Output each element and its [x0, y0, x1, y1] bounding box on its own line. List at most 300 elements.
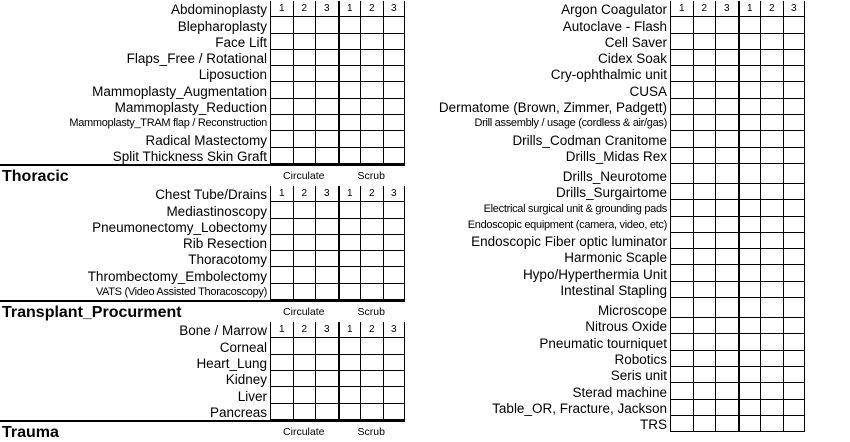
check-cell[interactable] — [338, 34, 361, 50]
check-cell[interactable] — [360, 82, 383, 98]
check-cell[interactable] — [293, 66, 316, 82]
check-cell[interactable] — [670, 351, 693, 367]
check-cell[interactable] — [715, 17, 738, 33]
check-cell[interactable] — [738, 383, 761, 399]
check-cell[interactable] — [693, 50, 716, 66]
left-panel — [0, 1, 405, 442]
check-cell[interactable] — [760, 233, 783, 249]
check-cell[interactable] — [315, 338, 338, 354]
check-cell[interactable] — [293, 355, 316, 371]
check-cell[interactable] — [783, 50, 806, 66]
check-cell[interactable] — [760, 17, 783, 33]
check-cell[interactable] — [383, 115, 406, 131]
check-cell[interactable] — [738, 298, 761, 318]
check-cell[interactable] — [693, 164, 716, 184]
check-cell[interactable] — [760, 217, 783, 233]
check-cell[interactable] — [738, 400, 761, 416]
check-cell[interactable] — [760, 50, 783, 66]
check-cell[interactable] — [360, 284, 383, 300]
check-cell[interactable] — [783, 217, 806, 233]
check-cell[interactable] — [760, 318, 783, 334]
check-cell[interactable] — [783, 17, 806, 33]
check-cell[interactable] — [338, 202, 361, 218]
check-cell[interactable] — [383, 50, 406, 66]
check-cell[interactable] — [738, 233, 761, 249]
check-cell[interactable] — [338, 82, 361, 98]
check-cell[interactable] — [670, 17, 693, 33]
procedure-row — [0, 115, 405, 131]
check-cell[interactable] — [783, 34, 806, 50]
check-cell[interactable] — [383, 131, 406, 147]
check-cell[interactable] — [270, 148, 293, 164]
procedure-row — [0, 82, 405, 98]
check-cell[interactable] — [315, 34, 338, 50]
check-cell[interactable] — [760, 265, 783, 281]
check-cell[interactable] — [670, 282, 693, 298]
check-cell[interactable] — [293, 131, 316, 147]
row-label: Chest Tube/Drains — [155, 187, 267, 203]
check-cell[interactable] — [760, 367, 783, 383]
check-cell[interactable] — [293, 82, 316, 98]
check-cell[interactable] — [383, 235, 406, 251]
check-cell[interactable] — [783, 400, 806, 416]
check-cell[interactable] — [270, 235, 293, 251]
check-cell[interactable] — [315, 371, 338, 387]
check-cell[interactable] — [783, 282, 806, 298]
check-cell[interactable] — [738, 17, 761, 33]
check-cell[interactable] — [693, 34, 716, 50]
check-cell[interactable] — [715, 217, 738, 233]
check-cell[interactable] — [670, 383, 693, 399]
check-cell[interactable] — [715, 282, 738, 298]
check-cell[interactable] — [270, 82, 293, 98]
check-cell[interactable] — [293, 219, 316, 235]
check-cell[interactable] — [293, 371, 316, 387]
check-cell[interactable] — [293, 99, 316, 115]
check-cell[interactable] — [738, 351, 761, 367]
check-cell[interactable] — [693, 217, 716, 233]
check-cell[interactable] — [760, 34, 783, 50]
check-cell[interactable] — [670, 34, 693, 50]
check-cell[interactable] — [360, 355, 383, 371]
check-cell[interactable] — [693, 400, 716, 416]
check-cell[interactable] — [715, 318, 738, 334]
check-cell[interactable] — [693, 148, 716, 164]
check-cell[interactable] — [315, 99, 338, 115]
check-cell[interactable] — [293, 17, 316, 33]
check-cell[interactable] — [270, 99, 293, 115]
check-cell[interactable] — [760, 131, 783, 147]
check-cell[interactable] — [670, 148, 693, 164]
check-cell[interactable] — [760, 66, 783, 82]
check-cell[interactable] — [293, 251, 316, 267]
check-cell[interactable] — [670, 265, 693, 281]
check-cell[interactable] — [715, 34, 738, 50]
check-cell[interactable] — [760, 416, 783, 432]
check-cell[interactable] — [783, 249, 806, 265]
column-number: 1 — [670, 1, 693, 17]
check-cell[interactable] — [293, 50, 316, 66]
check-cell[interactable] — [693, 334, 716, 350]
check-cell[interactable] — [693, 131, 716, 147]
column-number: 1 — [338, 322, 361, 338]
check-cell[interactable] — [783, 298, 806, 318]
check-cell[interactable] — [670, 200, 693, 216]
check-cell[interactable] — [693, 66, 716, 82]
check-cell[interactable] — [715, 233, 738, 249]
check-cell[interactable] — [338, 235, 361, 251]
check-cell[interactable] — [715, 82, 738, 98]
check-cell[interactable] — [315, 251, 338, 267]
check-cell[interactable] — [738, 34, 761, 50]
check-cell[interactable] — [693, 115, 716, 131]
check-cell[interactable] — [760, 400, 783, 416]
check-cell[interactable] — [383, 66, 406, 82]
check-cell[interactable] — [715, 383, 738, 399]
check-cell[interactable] — [360, 338, 383, 354]
check-cell[interactable] — [738, 318, 761, 334]
check-cell[interactable] — [693, 367, 716, 383]
check-cell[interactable] — [293, 115, 316, 131]
check-cell[interactable] — [715, 164, 738, 184]
check-cell[interactable] — [338, 17, 361, 33]
equipment-row — [405, 383, 805, 399]
check-cell[interactable] — [270, 267, 293, 283]
check-cell[interactable] — [360, 267, 383, 283]
check-cell[interactable] — [738, 164, 761, 184]
check-cell[interactable] — [360, 219, 383, 235]
check-cell[interactable] — [270, 66, 293, 82]
check-cell[interactable] — [693, 249, 716, 265]
check-cell[interactable] — [270, 251, 293, 267]
check-cell[interactable] — [738, 184, 761, 200]
procedure-row — [0, 202, 405, 218]
check-cell[interactable] — [315, 267, 338, 283]
check-cell[interactable] — [715, 400, 738, 416]
check-cell[interactable] — [715, 148, 738, 164]
check-cell[interactable] — [315, 219, 338, 235]
check-cell[interactable] — [693, 82, 716, 98]
check-cell[interactable] — [360, 66, 383, 82]
check-cell[interactable] — [783, 334, 806, 350]
check-cell[interactable] — [738, 82, 761, 98]
check-cell[interactable] — [360, 115, 383, 131]
check-cell[interactable] — [760, 82, 783, 98]
check-cell[interactable] — [360, 99, 383, 115]
check-cell[interactable] — [383, 82, 406, 98]
check-cell[interactable] — [270, 34, 293, 50]
check-cell[interactable] — [738, 99, 761, 115]
check-cell[interactable] — [760, 184, 783, 200]
check-cell[interactable] — [783, 148, 806, 164]
check-cell[interactable] — [360, 235, 383, 251]
check-cell[interactable] — [270, 387, 293, 403]
procedure-row — [0, 148, 405, 164]
check-cell[interactable] — [670, 334, 693, 350]
check-cell[interactable] — [783, 66, 806, 82]
row-label: Electrical surgical unit & grounding pads — [483, 202, 667, 215]
check-cell[interactable] — [270, 355, 293, 371]
checkbox-cells — [670, 164, 805, 184]
check-cell[interactable] — [693, 200, 716, 216]
check-cell[interactable] — [715, 115, 738, 131]
check-cell[interactable] — [270, 131, 293, 147]
check-cell[interactable] — [670, 115, 693, 131]
check-cell[interactable] — [693, 383, 716, 399]
check-cell[interactable] — [693, 17, 716, 33]
row-label: CUSA — [629, 83, 667, 99]
check-cell[interactable] — [738, 334, 761, 350]
check-cell[interactable] — [338, 131, 361, 147]
check-cell[interactable] — [338, 251, 361, 267]
check-cell[interactable] — [783, 233, 806, 249]
check-cell[interactable] — [360, 202, 383, 218]
check-cell[interactable] — [738, 217, 761, 233]
check-cell[interactable] — [360, 404, 383, 420]
check-cell[interactable] — [738, 131, 761, 147]
check-cell[interactable] — [338, 66, 361, 82]
check-cell[interactable] — [670, 249, 693, 265]
check-cell[interactable] — [670, 184, 693, 200]
check-cell[interactable] — [338, 387, 361, 403]
check-cell[interactable] — [670, 233, 693, 249]
check-cell[interactable] — [293, 387, 316, 403]
check-cell[interactable] — [693, 416, 716, 432]
check-cell[interactable] — [783, 200, 806, 216]
check-cell[interactable] — [783, 265, 806, 281]
check-cell[interactable] — [315, 284, 338, 300]
check-cell[interactable] — [270, 115, 293, 131]
equipment-row — [405, 334, 805, 350]
check-cell[interactable] — [270, 284, 293, 300]
equipment-row — [405, 17, 805, 33]
check-cell[interactable] — [760, 99, 783, 115]
check-cell[interactable] — [783, 115, 806, 131]
checkbox-cells — [670, 249, 805, 265]
check-cell[interactable] — [783, 367, 806, 383]
check-cell[interactable] — [760, 115, 783, 131]
check-cell[interactable] — [315, 131, 338, 147]
check-cell[interactable] — [715, 184, 738, 200]
check-cell[interactable] — [360, 17, 383, 33]
check-cell[interactable] — [383, 355, 406, 371]
column-number: 2 — [293, 186, 316, 202]
check-cell[interactable] — [383, 251, 406, 267]
procedure-row — [0, 50, 405, 66]
check-cell[interactable] — [383, 17, 406, 33]
check-cell[interactable] — [693, 184, 716, 200]
equipment-row — [405, 50, 805, 66]
check-cell[interactable] — [315, 148, 338, 164]
check-cell[interactable] — [760, 249, 783, 265]
check-cell[interactable] — [738, 265, 761, 281]
check-cell[interactable] — [338, 404, 361, 420]
check-cell[interactable] — [760, 334, 783, 350]
check-cell[interactable] — [360, 371, 383, 387]
checkbox-cells — [670, 217, 805, 233]
check-cell[interactable] — [715, 367, 738, 383]
check-cell[interactable] — [670, 66, 693, 82]
check-cell[interactable] — [760, 200, 783, 216]
check-cell[interactable] — [783, 416, 806, 432]
check-cell[interactable] — [383, 267, 406, 283]
row-label: Argon Coagulator — [561, 2, 667, 18]
check-cell[interactable] — [715, 50, 738, 66]
check-cell[interactable] — [383, 34, 406, 50]
check-cell[interactable] — [270, 50, 293, 66]
check-cell[interactable] — [360, 251, 383, 267]
check-cell[interactable] — [383, 338, 406, 354]
check-cell[interactable] — [383, 371, 406, 387]
check-cell[interactable] — [293, 148, 316, 164]
check-cell[interactable] — [315, 82, 338, 98]
check-cell[interactable] — [338, 338, 361, 354]
check-cell[interactable] — [383, 284, 406, 300]
check-cell[interactable] — [338, 267, 361, 283]
check-cell[interactable] — [715, 131, 738, 147]
check-cell[interactable] — [783, 164, 806, 184]
check-cell[interactable] — [670, 50, 693, 66]
check-cell[interactable] — [315, 235, 338, 251]
check-cell[interactable] — [383, 148, 406, 164]
check-cell[interactable] — [270, 202, 293, 218]
check-cell[interactable] — [670, 416, 693, 432]
check-cell[interactable] — [693, 282, 716, 298]
check-cell[interactable] — [670, 164, 693, 184]
check-cell[interactable] — [670, 82, 693, 98]
check-cell[interactable] — [783, 383, 806, 399]
check-cell[interactable] — [338, 219, 361, 235]
check-cell[interactable] — [783, 184, 806, 200]
check-cell[interactable] — [360, 148, 383, 164]
check-cell[interactable] — [670, 99, 693, 115]
check-cell[interactable] — [715, 351, 738, 367]
check-cell[interactable] — [338, 371, 361, 387]
check-cell[interactable] — [715, 99, 738, 115]
check-cell[interactable] — [338, 148, 361, 164]
check-cell[interactable] — [338, 50, 361, 66]
check-cell[interactable] — [738, 148, 761, 164]
check-cell[interactable] — [293, 202, 316, 218]
check-cell[interactable] — [670, 298, 693, 318]
check-cell[interactable] — [783, 131, 806, 147]
check-cell[interactable] — [360, 50, 383, 66]
check-cell[interactable] — [338, 115, 361, 131]
check-cell[interactable] — [293, 267, 316, 283]
check-cell[interactable] — [760, 298, 783, 318]
check-cell[interactable] — [738, 249, 761, 265]
check-cell[interactable] — [715, 298, 738, 318]
check-cell[interactable] — [693, 298, 716, 318]
check-cell[interactable] — [693, 99, 716, 115]
check-cell[interactable] — [760, 148, 783, 164]
check-cell[interactable] — [715, 249, 738, 265]
check-cell[interactable] — [715, 200, 738, 216]
check-cell[interactable] — [670, 400, 693, 416]
check-cell[interactable] — [783, 82, 806, 98]
checkbox-cells — [670, 400, 805, 416]
check-cell[interactable] — [693, 265, 716, 281]
check-cell[interactable] — [270, 404, 293, 420]
check-cell[interactable] — [783, 351, 806, 367]
check-cell[interactable] — [315, 355, 338, 371]
check-cell[interactable] — [670, 367, 693, 383]
row-label: Sterad machine — [572, 384, 667, 400]
check-cell[interactable] — [270, 17, 293, 33]
check-cell[interactable] — [693, 351, 716, 367]
check-cell[interactable] — [738, 367, 761, 383]
check-cell[interactable] — [693, 318, 716, 334]
check-cell[interactable] — [270, 338, 293, 354]
check-cell[interactable] — [360, 387, 383, 403]
check-cell[interactable] — [338, 284, 361, 300]
equipment-row — [405, 148, 805, 164]
equipment-row — [405, 249, 805, 265]
check-cell[interactable] — [270, 371, 293, 387]
check-cell[interactable] — [670, 217, 693, 233]
check-cell[interactable] — [738, 115, 761, 131]
row-label: Microscope — [597, 303, 667, 319]
check-cell[interactable] — [715, 66, 738, 82]
column-number: 3 — [783, 1, 806, 17]
check-cell[interactable] — [738, 66, 761, 82]
check-cell[interactable] — [760, 282, 783, 298]
check-cell[interactable] — [293, 284, 316, 300]
check-cell[interactable] — [338, 99, 361, 115]
check-cell[interactable] — [760, 383, 783, 399]
check-cell[interactable] — [293, 338, 316, 354]
check-cell[interactable] — [383, 404, 406, 420]
check-cell[interactable] — [293, 235, 316, 251]
check-cell[interactable] — [670, 131, 693, 147]
check-cell[interactable] — [670, 318, 693, 334]
row-label: Split Thickness Skin Graft — [112, 148, 267, 164]
check-cell[interactable] — [315, 66, 338, 82]
check-cell[interactable] — [315, 17, 338, 33]
check-cell[interactable] — [383, 219, 406, 235]
circulate-header: Circulate — [283, 425, 325, 438]
check-cell[interactable] — [715, 334, 738, 350]
check-cell[interactable] — [760, 164, 783, 184]
check-cell[interactable] — [315, 115, 338, 131]
check-cell[interactable] — [338, 355, 361, 371]
check-cell[interactable] — [315, 404, 338, 420]
check-cell[interactable] — [760, 351, 783, 367]
check-cell[interactable] — [360, 34, 383, 50]
check-cell[interactable] — [360, 131, 383, 147]
check-cell[interactable] — [738, 416, 761, 432]
check-cell[interactable] — [715, 416, 738, 432]
check-cell[interactable] — [315, 50, 338, 66]
check-cell[interactable] — [383, 387, 406, 403]
check-cell[interactable] — [293, 34, 316, 50]
check-cell[interactable] — [715, 265, 738, 281]
check-cell[interactable] — [693, 233, 716, 249]
check-cell[interactable] — [783, 99, 806, 115]
check-cell[interactable] — [738, 200, 761, 216]
check-cell[interactable] — [738, 50, 761, 66]
check-cell[interactable] — [738, 282, 761, 298]
checkbox-cells — [270, 338, 405, 354]
check-cell[interactable] — [383, 99, 406, 115]
check-cell[interactable] — [293, 404, 316, 420]
checkbox-cells — [670, 200, 805, 216]
check-cell[interactable] — [315, 202, 338, 218]
check-cell[interactable] — [270, 219, 293, 235]
check-cell[interactable] — [315, 387, 338, 403]
check-cell[interactable] — [383, 202, 406, 218]
check-cell[interactable] — [783, 318, 806, 334]
